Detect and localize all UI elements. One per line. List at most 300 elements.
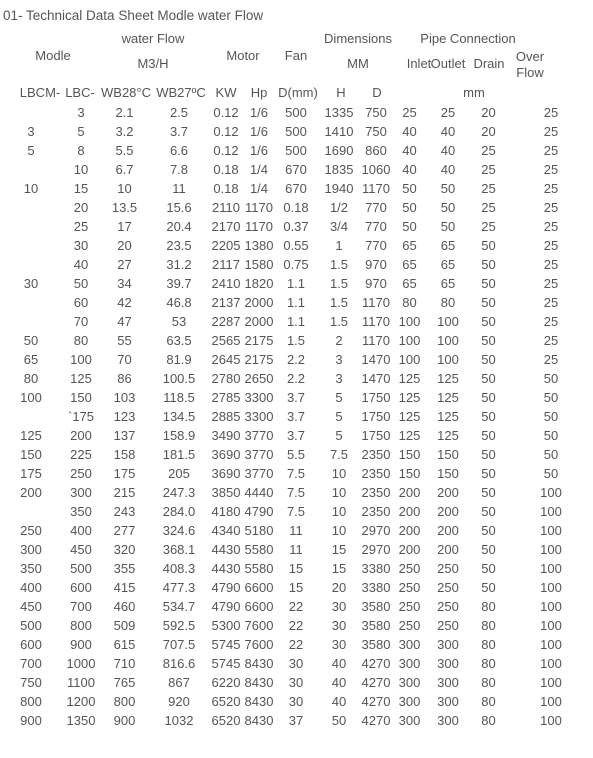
header-modle: Modle <box>35 48 71 63</box>
cell-over-flow: 100 <box>540 503 562 519</box>
cell-dim-h: 30 <box>331 636 347 652</box>
cell-dim-d: 1470 <box>361 370 391 386</box>
cell-over-flow: 25 <box>543 180 559 196</box>
cell-dim-d: 750 <box>365 104 387 120</box>
cell-outlet: 40 <box>440 123 456 139</box>
cell-outlet: 125 <box>437 389 459 405</box>
cell-drain: 50 <box>481 313 496 329</box>
cell-wb28: 6.7 <box>115 161 134 177</box>
cell-kw: 2565 <box>211 332 241 348</box>
cell-kw: 0.12 <box>213 142 239 158</box>
cell-dim-d: 750 <box>365 123 387 139</box>
cell-lbc: 600 <box>70 579 92 595</box>
cell-inlet: 250 <box>398 617 421 633</box>
header-outlet: Outlet <box>430 56 466 71</box>
cell-dim-h: 20 <box>331 579 347 595</box>
cell-fan-d: 3.7 <box>286 427 306 443</box>
cell-fan-d: 7.5 <box>286 503 306 519</box>
cell-fan-d: 7.5 <box>286 484 306 500</box>
table-row <box>0 407 593 426</box>
cell-wb28: 17 <box>117 218 132 234</box>
cell-wb28: 175 <box>113 465 136 481</box>
cell-inlet: 50 <box>402 218 417 234</box>
cell-over-flow: 25 <box>543 351 559 367</box>
cell-drain: 50 <box>481 256 496 272</box>
cell-dim-h: 1.5 <box>329 313 349 329</box>
cell-lbc: 900 <box>70 636 92 652</box>
cell-inlet: 250 <box>398 579 421 595</box>
table-row <box>0 711 593 730</box>
cell-wb28: 10 <box>117 180 132 196</box>
cell-lbcm: 250 <box>20 522 42 538</box>
cell-lbcm: 125 <box>20 427 42 443</box>
cell-over-flow: 25 <box>543 256 559 272</box>
cell-hp: 2175 <box>244 332 274 348</box>
table-row <box>0 198 593 217</box>
cell-lbc: 10 <box>73 161 89 177</box>
cell-lbc: 125 <box>70 370 92 386</box>
cell-dim-h: 1.5 <box>329 294 349 310</box>
cell-dim-h: 40 <box>331 674 347 690</box>
cell-hp: 1820 <box>244 275 274 291</box>
cell-wb27: 81.9 <box>166 351 192 367</box>
cell-wb27: 284.0 <box>162 503 196 519</box>
cell-wb28: 123 <box>113 408 136 424</box>
cell-inlet: 300 <box>398 636 421 652</box>
cell-kw: 0.12 <box>213 123 239 139</box>
cell-lbcm: 300 <box>20 541 42 557</box>
cell-over-flow: 100 <box>540 617 562 633</box>
cell-fan-d: 22 <box>288 598 304 614</box>
table-row <box>0 331 593 350</box>
cell-lbcm <box>0 236 62 255</box>
cell-dim-d: 970 <box>365 275 387 291</box>
cell-over-flow: 50 <box>543 465 559 481</box>
cell-lbcm: 400 <box>20 579 42 595</box>
cell-wb28: 3.2 <box>115 123 134 139</box>
cell-outlet: 200 <box>437 503 459 519</box>
cell-wb28: 320 <box>113 541 136 557</box>
cell-lbcm: 200 <box>20 484 42 500</box>
cell-over-flow: 50 <box>543 446 559 462</box>
cell-lbc: 70 <box>73 313 89 329</box>
unit-kw: KW <box>215 85 237 100</box>
cell-wb27: 100.5 <box>162 370 196 386</box>
cell-over-flow: 25 <box>543 237 559 253</box>
cell-wb27: 39.7 <box>166 275 192 291</box>
cell-kw: 6520 <box>211 712 241 728</box>
cell-wb28: 42 <box>117 294 132 310</box>
cell-hp: 7600 <box>244 636 274 652</box>
cell-dim-h: 10 <box>331 503 347 519</box>
cell-fan-d: 37 <box>288 712 304 728</box>
cell-dim-d: 4270 <box>361 693 391 709</box>
cell-lbcm <box>0 160 62 179</box>
cell-dim-d: 2970 <box>361 541 391 557</box>
cell-outlet: 125 <box>437 370 459 386</box>
cell-dim-h: 10 <box>331 522 347 538</box>
unit-dmm: D(mm) <box>278 85 318 100</box>
cell-wb28: 13.5 <box>111 199 138 215</box>
cell-outlet: 250 <box>437 617 459 633</box>
cell-lbcm: 175 <box>20 465 42 481</box>
unit-hp: Hp <box>250 85 268 100</box>
cell-wb27: 707.5 <box>162 636 196 652</box>
cell-drain: 50 <box>481 541 496 557</box>
cell-wb27: 867 <box>168 674 190 690</box>
cell-lbc: 300 <box>70 484 92 500</box>
cell-fan-d: 1.5 <box>286 332 306 348</box>
cell-drain: 25 <box>481 161 496 177</box>
cell-dim-h: 1690 <box>324 142 354 158</box>
cell-kw: 4430 <box>211 560 241 576</box>
cell-drain: 80 <box>481 655 496 671</box>
cell-drain: 50 <box>481 427 496 443</box>
cell-outlet: 250 <box>437 598 459 614</box>
cell-hp: 1380 <box>244 237 274 253</box>
cell-dim-h: 3 <box>335 351 343 367</box>
cell-outlet: 40 <box>440 142 456 158</box>
cell-wb28: 70 <box>117 351 132 367</box>
cell-over-flow: 25 <box>543 332 559 348</box>
cell-kw: 5745 <box>211 636 241 652</box>
cell-kw: 2410 <box>211 275 241 291</box>
cell-drain: 50 <box>481 351 496 367</box>
cell-outlet: 300 <box>437 636 459 652</box>
cell-lbc: 25 <box>73 218 89 234</box>
cell-wb27: 6.6 <box>169 142 189 158</box>
cell-inlet: 200 <box>398 541 421 557</box>
cell-outlet: 40 <box>440 161 456 177</box>
cell-wb28: 355 <box>113 560 136 576</box>
cell-drain: 80 <box>481 674 496 690</box>
header-pipe-connection: Pipe Connection <box>420 31 516 46</box>
cell-dim-d: 2350 <box>361 503 391 519</box>
cell-lbc: 1100 <box>67 674 95 690</box>
cell-wb28: 243 <box>113 503 136 519</box>
cell-wb27: 205 <box>168 465 190 481</box>
cell-hp: 8430 <box>244 693 274 709</box>
cell-wb27: 592.5 <box>162 617 196 633</box>
cell-kw: 3490 <box>211 427 241 443</box>
cell-wb27: 23.5 <box>166 237 192 253</box>
cell-over-flow: 25 <box>543 123 559 139</box>
cell-inlet: 200 <box>398 522 421 538</box>
cell-wb28: 55 <box>117 332 132 348</box>
unit-lbc: LBC- <box>65 85 95 100</box>
cell-wb27: 181.5 <box>162 446 196 462</box>
cell-dim-d: 3580 <box>361 636 391 652</box>
cell-kw: 2170 <box>211 218 241 234</box>
cell-wb28: 137 <box>113 427 136 443</box>
header-dimensions-mm: MM <box>347 56 369 71</box>
cell-lbcm: 3 <box>27 123 35 139</box>
cell-dim-h: 15 <box>331 560 347 576</box>
cell-lbcm: 500 <box>20 617 42 633</box>
cell-outlet: 50 <box>440 199 456 215</box>
cell-kw: 4430 <box>211 541 241 557</box>
cell-over-flow: 100 <box>540 655 562 671</box>
cell-inlet: 40 <box>402 123 417 139</box>
cell-over-flow: 25 <box>543 313 559 329</box>
table-row <box>0 464 593 483</box>
cell-inlet: 50 <box>402 199 417 215</box>
cell-lbcm: 65 <box>23 351 39 367</box>
cell-dim-d: 1470 <box>361 351 391 367</box>
table-row <box>0 502 593 521</box>
table-row <box>0 426 593 445</box>
cell-kw: 0.12 <box>213 104 239 120</box>
cell-inlet: 300 <box>398 712 421 728</box>
table-row <box>0 521 593 540</box>
cell-hp: 8430 <box>244 655 274 671</box>
cell-inlet: 150 <box>398 446 421 462</box>
header-drain: Drain <box>473 56 505 71</box>
cell-wb27: 324.6 <box>162 522 196 538</box>
cell-over-flow: 25 <box>543 294 559 310</box>
cell-dim-h: 3 <box>335 370 343 386</box>
cell-dim-h: 1835 <box>324 161 354 177</box>
cell-inlet: 125 <box>398 389 421 405</box>
cell-hp: 2650 <box>244 370 274 386</box>
cell-kw: 2137 <box>211 294 241 310</box>
cell-dim-h: 1335 <box>324 104 354 120</box>
cell-drain: 50 <box>481 579 496 595</box>
cell-over-flow: 50 <box>543 370 559 386</box>
table-row <box>0 445 593 464</box>
cell-kw: 2885 <box>211 408 241 424</box>
cell-wb27: 7.8 <box>169 161 189 177</box>
cell-fan-d: 670 <box>285 180 307 196</box>
cell-kw: 6220 <box>211 674 241 690</box>
cell-lbc: `175 <box>67 408 95 424</box>
cell-inlet: 25 <box>402 104 417 120</box>
cell-dim-d: 770 <box>365 199 387 215</box>
cell-dim-h: 1940 <box>324 180 354 196</box>
cell-over-flow: 25 <box>543 199 559 215</box>
header-inlet: Inlet <box>406 56 432 71</box>
cell-inlet: 250 <box>398 560 421 576</box>
cell-hp: 2175 <box>244 351 274 367</box>
cell-inlet: 300 <box>398 655 421 671</box>
cell-drain: 20 <box>481 104 496 120</box>
cell-dim-d: 1170 <box>362 332 390 348</box>
cell-fan-d: 22 <box>288 636 304 652</box>
cell-inlet: 200 <box>398 484 421 500</box>
cell-kw: 3850 <box>211 484 241 500</box>
cell-over-flow: 50 <box>543 389 559 405</box>
cell-kw: 2785 <box>211 389 241 405</box>
table-row <box>0 350 593 369</box>
table-row <box>0 255 593 274</box>
cell-kw: 2110 <box>212 199 240 215</box>
cell-lbc: 350 <box>70 503 92 519</box>
cell-lbc: 250 <box>70 465 92 481</box>
cell-fan-d: 3.7 <box>286 408 306 424</box>
cell-dim-d: 3580 <box>361 617 391 633</box>
table-row <box>0 274 593 293</box>
cell-drain: 80 <box>481 636 496 652</box>
cell-wb27: 63.5 <box>166 332 192 348</box>
cell-wb27: 534.7 <box>162 598 196 614</box>
cell-wb28: 460 <box>113 598 136 614</box>
cell-lbc: 20 <box>73 199 89 215</box>
cell-wb27: 158.9 <box>162 427 196 443</box>
cell-dim-d: 1170 <box>362 180 390 196</box>
cell-inlet: 50 <box>402 180 417 196</box>
cell-dim-d: 3380 <box>361 579 391 595</box>
cell-over-flow: 25 <box>543 142 559 158</box>
cell-outlet: 100 <box>437 313 459 329</box>
cell-kw: 2205 <box>211 237 241 253</box>
cell-inlet: 100 <box>398 313 421 329</box>
cell-lbc: 700 <box>70 598 92 614</box>
cell-fan-d: 22 <box>288 617 304 633</box>
cell-inlet: 125 <box>398 370 421 386</box>
cell-hp: 1/6 <box>249 104 269 120</box>
cell-dim-d: 1060 <box>361 161 391 177</box>
table-row <box>0 122 593 141</box>
cell-fan-d: 30 <box>288 655 304 671</box>
cell-wb27: 15.6 <box>166 199 192 215</box>
cell-dim-d: 4270 <box>361 712 391 728</box>
cell-hp: 3770 <box>244 446 274 462</box>
cell-dim-d: 3380 <box>361 560 391 576</box>
cell-wb28: 800 <box>113 693 136 709</box>
cell-inlet: 100 <box>398 351 421 367</box>
cell-drain: 80 <box>481 712 496 728</box>
cell-wb27: 31.2 <box>166 256 192 272</box>
cell-dim-d: 970 <box>365 256 387 272</box>
cell-lbcm: 450 <box>20 598 42 614</box>
cell-outlet: 200 <box>437 522 459 538</box>
cell-inlet: 250 <box>398 598 421 614</box>
cell-wb27: 3.7 <box>169 123 189 139</box>
cell-wb28: 34 <box>117 275 132 291</box>
cell-lbcm: 750 <box>20 674 42 690</box>
cell-drain: 80 <box>481 617 496 633</box>
cell-over-flow: 100 <box>540 579 562 595</box>
cell-dim-h: 5 <box>335 389 343 405</box>
cell-wb28: 86 <box>117 370 132 386</box>
cell-drain: 50 <box>481 408 496 424</box>
table-row <box>0 236 593 255</box>
cell-lbcm <box>0 312 62 331</box>
cell-wb28: 20 <box>117 237 132 253</box>
cell-lbc: 80 <box>73 332 89 348</box>
cell-hp: 4790 <box>244 503 274 519</box>
cell-hp: 1/6 <box>249 142 269 158</box>
cell-lbc: 200 <box>70 427 92 443</box>
cell-inlet: 40 <box>402 142 417 158</box>
cell-hp: 1580 <box>244 256 274 272</box>
cell-dim-h: 10 <box>331 484 347 500</box>
cell-over-flow: 25 <box>543 218 559 234</box>
cell-lbc: 100 <box>70 351 92 367</box>
cell-inlet: 40 <box>402 161 417 177</box>
cell-dim-h: 1.5 <box>329 275 349 291</box>
unit-d: D <box>372 85 382 100</box>
cell-dim-d: 3580 <box>361 598 391 614</box>
cell-lbc: 400 <box>70 522 92 538</box>
cell-outlet: 200 <box>437 484 459 500</box>
cell-hp: 3300 <box>244 389 274 405</box>
cell-wb27: 408.3 <box>162 560 196 576</box>
cell-kw: 5745 <box>211 655 241 671</box>
data-table <box>0 103 593 730</box>
cell-over-flow: 100 <box>540 598 562 614</box>
cell-drain: 50 <box>481 503 496 519</box>
cell-lbc: 8 <box>77 142 85 158</box>
cell-kw: 4180 <box>211 503 241 519</box>
cell-lbc: 800 <box>70 617 92 633</box>
header-m3h: M3/H <box>137 56 169 71</box>
cell-dim-d: 2970 <box>361 522 391 538</box>
cell-dim-h: 1 <box>335 237 343 253</box>
cell-fan-d: 2.2 <box>286 370 306 386</box>
cell-dim-h: 3/4 <box>329 218 349 234</box>
cell-inlet: 80 <box>402 294 417 310</box>
cell-outlet: 150 <box>437 446 459 462</box>
cell-dim-d: 770 <box>365 218 387 234</box>
cell-dim-d: 770 <box>365 237 387 253</box>
cell-dim-d: 2350 <box>361 465 391 481</box>
cell-kw: 4790 <box>211 598 241 614</box>
table-row <box>0 635 593 654</box>
cell-fan-d: 0.55 <box>283 237 309 253</box>
cell-dim-d: 1170 <box>362 294 390 310</box>
cell-hp: 3770 <box>244 465 274 481</box>
cell-wb27: 920 <box>168 693 190 709</box>
cell-hp: 1/6 <box>249 123 269 139</box>
cell-outlet: 250 <box>437 579 459 595</box>
cell-lbc: 50 <box>73 275 89 291</box>
cell-dim-d: 4270 <box>361 674 391 690</box>
cell-lbcm: 10 <box>23 180 39 196</box>
cell-kw: 2287 <box>211 313 241 329</box>
table-row <box>0 578 593 597</box>
cell-hp: 8430 <box>244 674 274 690</box>
cell-wb28: 47 <box>117 313 132 329</box>
cell-dim-h: 2 <box>335 332 343 348</box>
cell-drain: 50 <box>481 275 496 291</box>
cell-dim-h: 1410 <box>324 123 354 139</box>
cell-hp: 5180 <box>244 522 274 538</box>
cell-hp: 1/4 <box>249 180 269 196</box>
cell-fan-d: 30 <box>288 674 304 690</box>
cell-wb28: 158 <box>113 446 136 462</box>
cell-fan-d: 1.1 <box>286 294 306 310</box>
table-row <box>0 312 593 331</box>
cell-lbcm: 50 <box>23 332 39 348</box>
unit-wb28: WB28°C <box>101 85 151 100</box>
cell-over-flow: 100 <box>540 636 562 652</box>
cell-fan-d: 0.18 <box>283 199 309 215</box>
cell-lbc: 60 <box>73 294 89 310</box>
cell-hp: 1/4 <box>249 161 269 177</box>
cell-wb27: 118.5 <box>163 389 195 405</box>
cell-outlet: 300 <box>437 674 459 690</box>
cell-hp: 1170 <box>245 199 273 215</box>
cell-outlet: 25 <box>440 104 456 120</box>
cell-lbc: 40 <box>73 256 89 272</box>
cell-outlet: 80 <box>440 294 456 310</box>
cell-outlet: 50 <box>440 180 456 196</box>
cell-fan-d: 30 <box>288 693 304 709</box>
cell-outlet: 150 <box>437 465 459 481</box>
cell-over-flow: 50 <box>543 427 559 443</box>
cell-wb28: 5.5 <box>115 142 134 158</box>
